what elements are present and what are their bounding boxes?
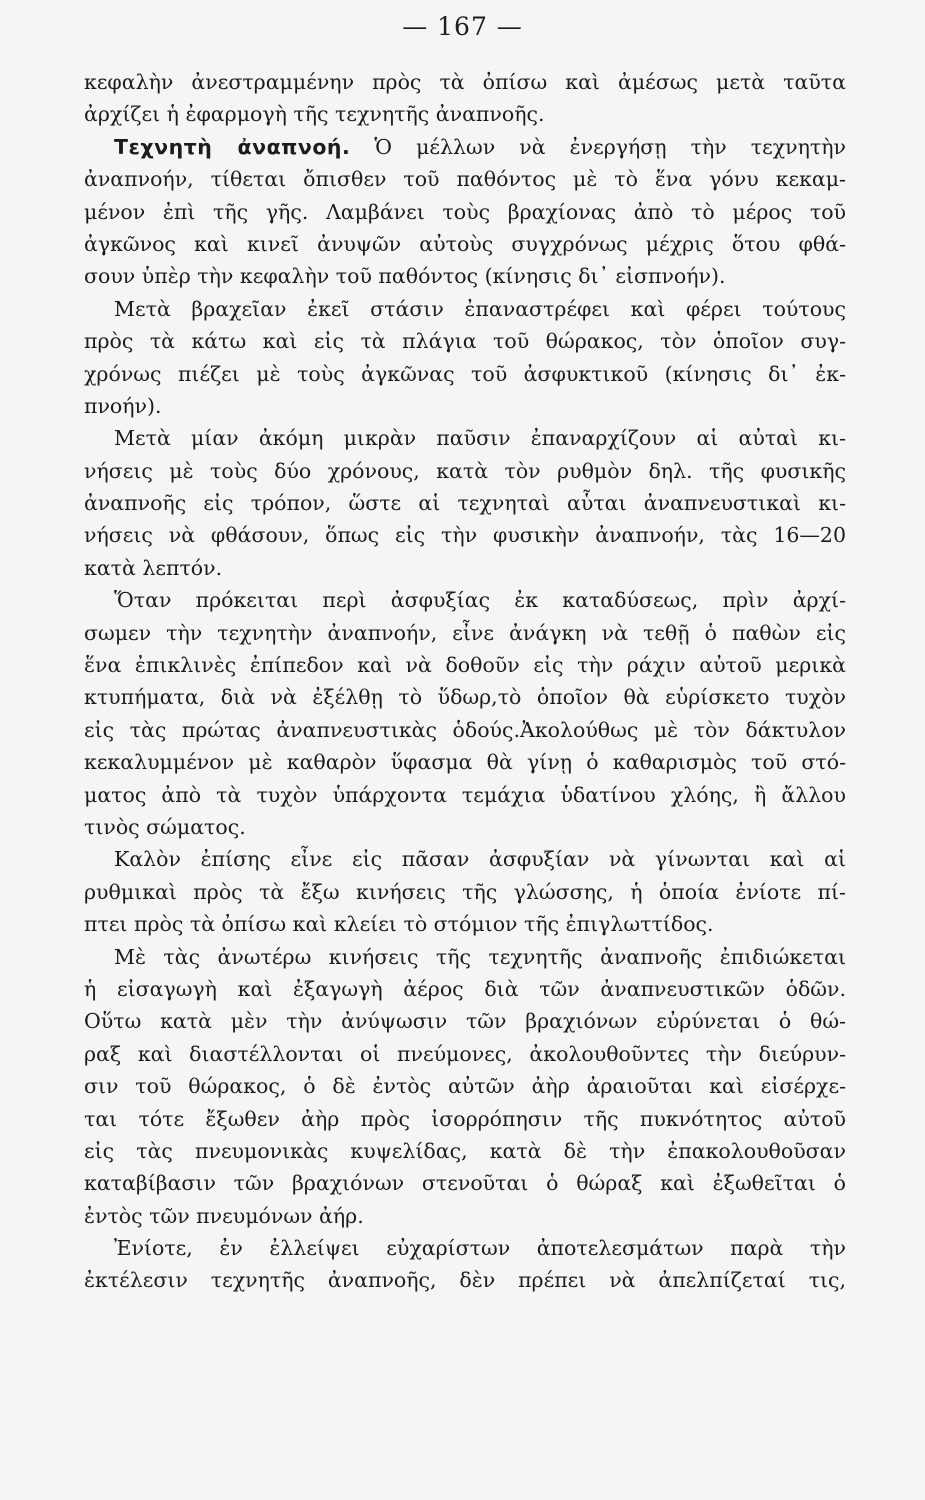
line-text: ραξ καὶ διαστέλλονται οἱ πνεύμονες, ἀκολουθοῦντες τὴν διεύρυν-	[84, 1041, 846, 1066]
line-text: σιν τοῦ θώρακος, ὁ δὲ ἐντὸς αὐτῶν ἀὴρ ἀραιοῦται καὶ εἰσέρχε-	[84, 1074, 846, 1099]
text-line	[84, 779, 846, 811]
line-text: ται τότε ἔξωθεν ἀὴρ πρὸς ἰσορρόπησιν τῆς πυκνότητος αὐτοῦ	[84, 1106, 846, 1131]
line-text: ἐκτέλεσιν τεχνητῆς ἀναπνοῆς, δὲν πρέπει νὰ ἀπελπίζεταί τις,	[84, 1268, 846, 1293]
line-text: κατὰ λεπτόν.	[84, 555, 223, 580]
line-text: Μετὰ βραχεῖαν ἐκεῖ στάσιν ἐπαναστρέφει καὶ φέρει τούτους	[114, 296, 846, 321]
text-line	[84, 1103, 846, 1135]
line-text: ἡ εἰσαγωγὴ καὶ ἐξαγωγὴ ἀέρος διὰ τῶν ἀναπνευστικῶν ὁδῶν.	[84, 976, 846, 1001]
text-line	[84, 325, 846, 357]
line-text: ἕνα ἐπικλινὲς ἐπίπεδον καὶ νὰ δοθοῦν εἰς τὴν ράχιν αὐτοῦ μερικὰ	[84, 653, 846, 678]
text-line	[84, 746, 846, 778]
line-text: Ὅταν πρόκειται περὶ ἀσφυξίας ἐκ καταδύσεως, πρὶν ἀρχί-	[114, 588, 846, 613]
line-text: ἀρχίζει ἡ ἐφαρμογὴ τῆς τεχνητῆς ἀναπνοῆς.	[84, 102, 545, 127]
text-line	[84, 1070, 846, 1102]
line-text: σωμεν τὴν τεχνητὴν ἀναπνοήν, εἶνε ἀνάγκη νὰ τεθῇ ὁ παθὼν εἰς	[84, 620, 846, 645]
text-line	[84, 98, 846, 130]
line-text: Μὲ τὰς ἀνωτέρω κινήσεις τῆς τεχνητῆς ἀναπνοῆς ἐπιδιώκεται	[114, 944, 846, 969]
line-text: χρόνως πιέζει μὲ τοὺς ἀγκῶνας τοῦ ἀσφυκτικοῦ (κίνησις δι᾿ ἐκ-	[84, 361, 846, 386]
line-text: κεφαλὴν ἀνεστραμμένην πρὸς τὰ ὀπίσω καὶ ἀμέσως μετὰ ταῦτα	[84, 70, 846, 94]
text-line	[84, 811, 846, 843]
text-line	[84, 66, 846, 98]
line-text: Οὕτω κατὰ μὲν τὴν ἀνύψωσιν τῶν βραχιόνων εὐρύνεται ὁ θώ-	[84, 1009, 846, 1034]
text-line	[84, 908, 846, 940]
text-line	[84, 714, 846, 746]
text-line	[84, 487, 846, 519]
text-line	[84, 843, 846, 875]
text-line	[84, 552, 846, 584]
line-text: κεκαλυμμένον μὲ καθαρὸν ὕφασμα θὰ γίνῃ ὁ καθαρισμὸς τοῦ στό-	[84, 750, 846, 775]
text-line	[84, 584, 846, 616]
text-line	[84, 519, 846, 551]
line-text: Ἐνίοτε, ἐν ἐλλείψει εὐχαρίστων ἀποτελεσμάτων παρὰ τὴν	[114, 1236, 846, 1261]
text-line	[84, 941, 846, 973]
line-text: ἀναπνοήν, τίθεται ὄπισθεν τοῦ παθόντος μὲ τὸ ἕνα γόνυ κεκαμ-	[84, 167, 846, 192]
text-line	[84, 358, 846, 390]
text-line	[84, 390, 846, 422]
text-line	[84, 1264, 846, 1296]
text-line	[84, 455, 846, 487]
text-line	[84, 617, 846, 649]
line-text: ἐντὸς τῶν πνευμόνων ἀήρ.	[84, 1203, 364, 1228]
line-text: καταβίβασιν τῶν βραχιόνων στενοῦται ὁ θώραξ καὶ ἐξωθεῖται ὁ	[84, 1171, 846, 1196]
text-line	[84, 1232, 846, 1264]
section-heading: Τεχνητὴ ἀναπνοή.	[114, 134, 351, 159]
text-line	[84, 422, 846, 454]
text-line	[84, 876, 846, 908]
line-text: εἰς τὰς πρώτας ἀναπνευστικὰς ὁδούς.Ἀκολούθως μὲ τὸν δάκτυλον	[84, 717, 846, 742]
line-text: ἀγκῶνος καὶ κινεῖ ἀνυψῶν αὐτοὺς συγχρόνως μέχρις ὅτου φθά-	[84, 231, 846, 256]
line-text: ματος ἀπὸ τὰ τυχὸν ὑπάρχοντα τεμάχια ὑδατίνου χλόης, ἢ ἄλλου	[84, 782, 846, 807]
line-text: νήσεις νὰ φθάσουν, ὅπως εἰς τὴν φυσικὴν ἀναπνοήν, τὰς 16—20	[84, 523, 846, 548]
page-number: — 167 —	[402, 12, 523, 41]
text-line	[84, 163, 846, 195]
line-text: Καλὸν ἐπίσης εἶνε εἰς πᾶσαν ἀσφυξίαν νὰ γίνωνται καὶ αἱ	[114, 847, 846, 872]
line-text: εἰς τὰς πνευμονικὰς κυψελίδας, κατὰ δὲ τὴν ἐπακολουθοῦσαν	[84, 1138, 846, 1163]
text-line	[84, 1038, 846, 1070]
line-text: ρυθμικαὶ πρὸς τὰ ἔξω κινήσεις τῆς γλώσσης, ἡ ὁποία ἐνίοτε πί-	[84, 879, 846, 904]
text-line	[84, 649, 846, 681]
text-line	[84, 228, 846, 260]
line-text: Ὁ μέλλων νὰ ἐνεργήσῃ τὴν τεχνητὴν	[350, 134, 847, 159]
line-text: νήσεις μὲ τοὺς δύο χρόνους, κατὰ τὸν ρυθμὸν δηλ. τῆς φυσικῆς	[84, 458, 846, 483]
line-text: τινὸς σώματος.	[84, 814, 246, 839]
line-text: ἀναπνοῆς εἰς τρόπον, ὥστε αἱ τεχνηταὶ αὗται ἀναπνευστικαὶ κι-	[84, 491, 846, 516]
text-line	[84, 1005, 846, 1037]
body-text	[84, 66, 846, 1297]
text-line	[84, 681, 846, 713]
text-line	[84, 1200, 846, 1232]
text-line	[84, 1167, 846, 1199]
text-line	[84, 973, 846, 1005]
line-text: κτυπήματα, διὰ νὰ ἐξέλθῃ τὸ ὕδωρ,τὸ ὁποῖον θὰ εὑρίσκετο τυχὸν	[84, 685, 846, 710]
line-text: μένον ἐπὶ τῆς γῆς. Λαμβάνει τοὺς βραχίονας ἀπὸ τὸ μέρος τοῦ	[84, 199, 846, 224]
line-text: πρὸς τὰ κάτω καὶ εἰς τὰ πλάγια τοῦ θώρακος, τὸν ὁποῖον συγ-	[84, 329, 846, 354]
line-text: πτει πρὸς τὰ ὀπίσω καὶ κλείει τὸ στόμιον τῆς ἐπιγλωττίδος.	[84, 912, 714, 937]
text-line	[84, 1135, 846, 1167]
line-text: σουν ὑπὲρ τὴν κεφαλὴν τοῦ παθόντος (κίνησις δι᾿ εἰσπνοήν).	[84, 264, 726, 289]
text-line	[84, 260, 846, 292]
text-line	[84, 196, 846, 228]
line-text: Μετὰ μίαν ἀκόμη μικρὰν παῦσιν ἐπαναρχίζουν αἱ αὐταὶ κι-	[114, 426, 846, 451]
line-text: πνοήν).	[84, 393, 162, 418]
text-line	[84, 131, 846, 163]
text-line	[84, 293, 846, 325]
